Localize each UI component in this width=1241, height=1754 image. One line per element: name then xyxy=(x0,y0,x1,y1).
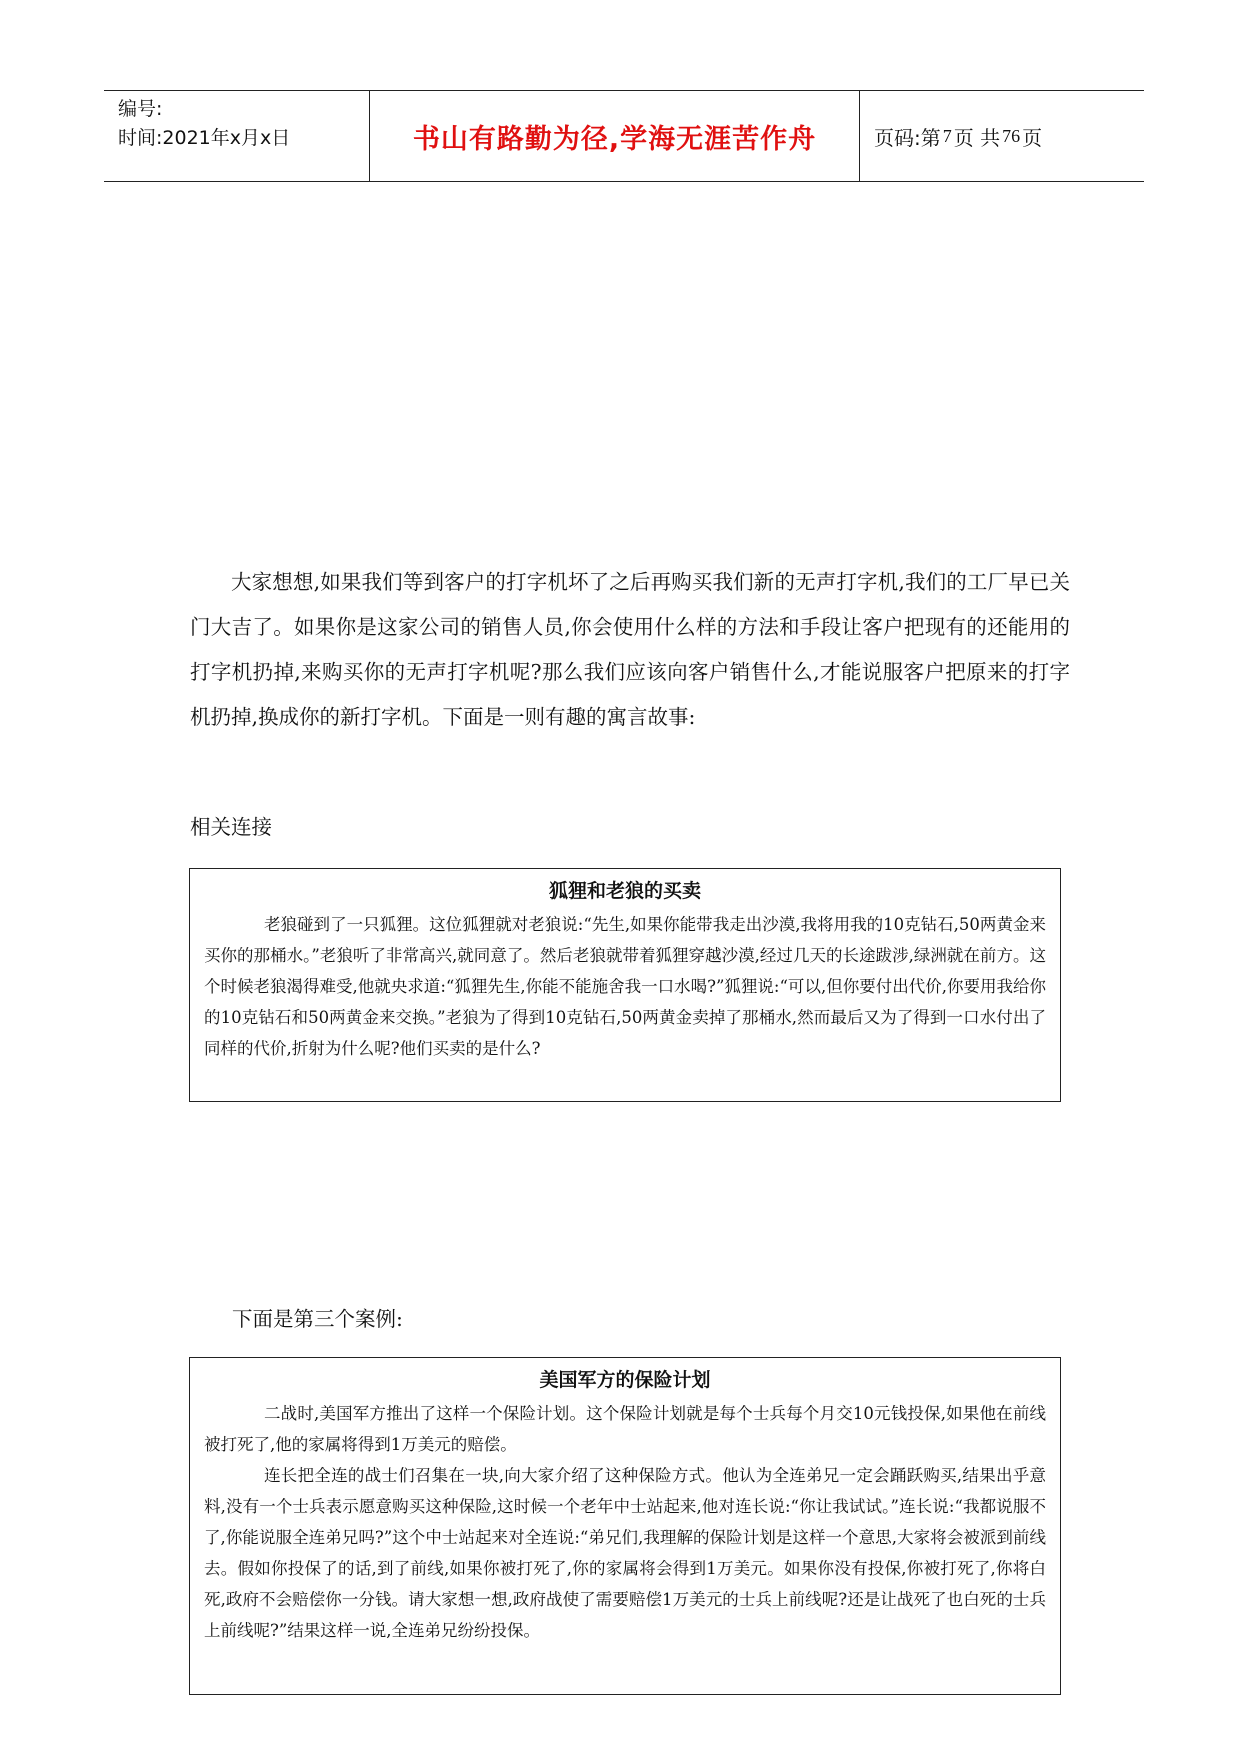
page-counter xyxy=(860,91,1144,181)
story-paragraph: 老狼碰到了一只狐狸。这位狐狸就对老狼说:“先生,如果你能带我走出沙漠,我将用我的10克钻石,50两黄金来买你的那桶水。”老狼听了非常高兴,就同意了。然后老狼就带着狐狸穿越沙漠,经过几天的长途跋涉,绿洲就在前方。这个时候老狼渴得难受,他就央求道:“狐狸先生,你能不能施舍我一口水喝?”狐狸说:“可以,但你要付出代价,你要用我给你的10克钻石和50两黄金来交换。”老狼为了得到10克钻石,50两黄金卖掉了那桶水,然而最后又为了得到一口水付出了同样的代价,折射为什么呢?他们买卖的是什么? xyxy=(204,915,1046,1058)
story-title: 美国军方的保险计划 xyxy=(539,1369,711,1391)
page-total: 76 xyxy=(1002,125,1021,146)
case-three-label: 下面是第三个案例: xyxy=(232,1307,403,1331)
page-suffix: 页 xyxy=(1022,125,1043,150)
page-mid: 页 共 xyxy=(953,125,1001,150)
document-number-label: 编号: xyxy=(118,98,163,120)
story-box-fox-wolf xyxy=(189,868,1061,1102)
story-paragraph: 连长把全连的战士们召集在一块,向大家介绍了这种保险方式。他认为全连弟兄一定会踊跃购买,结果出乎意料,没有一个士兵表示愿意购买这种保险,这时候一个老年中士站起来,他对连长说:“你让我试试。”连长说:“我都说服不了,你能说服全连弟兄吗?”这个中士站起来对全连说:“弟兄们,我理解的保险计划是这样一个意思,大家将会被派到前线去。假如你投保了的话,到了前线,如果你被打死了,你的家属将会得到1万美元。如果你没有投保,你被打死了,你将白死,政府不会赔偿你一分钱。请大家想一想,政府战使了需要赔偿1万美元的士兵上前线呢?还是让战死了也白死的士兵上前线呢?”结果这样一说,全连弟兄纷纷投保。 xyxy=(204,1466,1046,1640)
page-prefix: 页码:第 xyxy=(874,125,941,150)
story-title: 狐狸和老狼的买卖 xyxy=(548,880,701,902)
story-paragraph: 二战时,美国军方推出了这样一个保险计划。这个保险计划就是每个士兵每个月交10元钱投保,如果他在前线被打死了,他的家属将得到1万美元的赔偿。 xyxy=(204,1404,1046,1454)
story-box-army-insurance xyxy=(189,1357,1061,1695)
related-link-label: 相关连接 xyxy=(190,815,272,839)
header-motto: 书山有路勤为径,学海无涯苦作舟 xyxy=(370,91,860,181)
document-time: 时间:2021年x月x日 xyxy=(118,127,291,149)
header-meta xyxy=(104,91,370,181)
page-header xyxy=(104,90,1144,182)
page-current: 7 xyxy=(942,125,952,146)
intro-paragraph: 大家想想,如果我们等到客户的打字机坏了之后再购买我们新的无声打字机,我们的工厂早已关门大吉了。如果你是这家公司的销售人员,你会使用什么样的方法和手段让客户把现有的还能用的打字机扔掉,来购买你的无声打字机呢?那么我们应该向客户销售什么,才能说服客户把原来的打字机扔掉,换成你的新打字机。下面是一则有趣的寓言故事: xyxy=(190,570,1070,729)
